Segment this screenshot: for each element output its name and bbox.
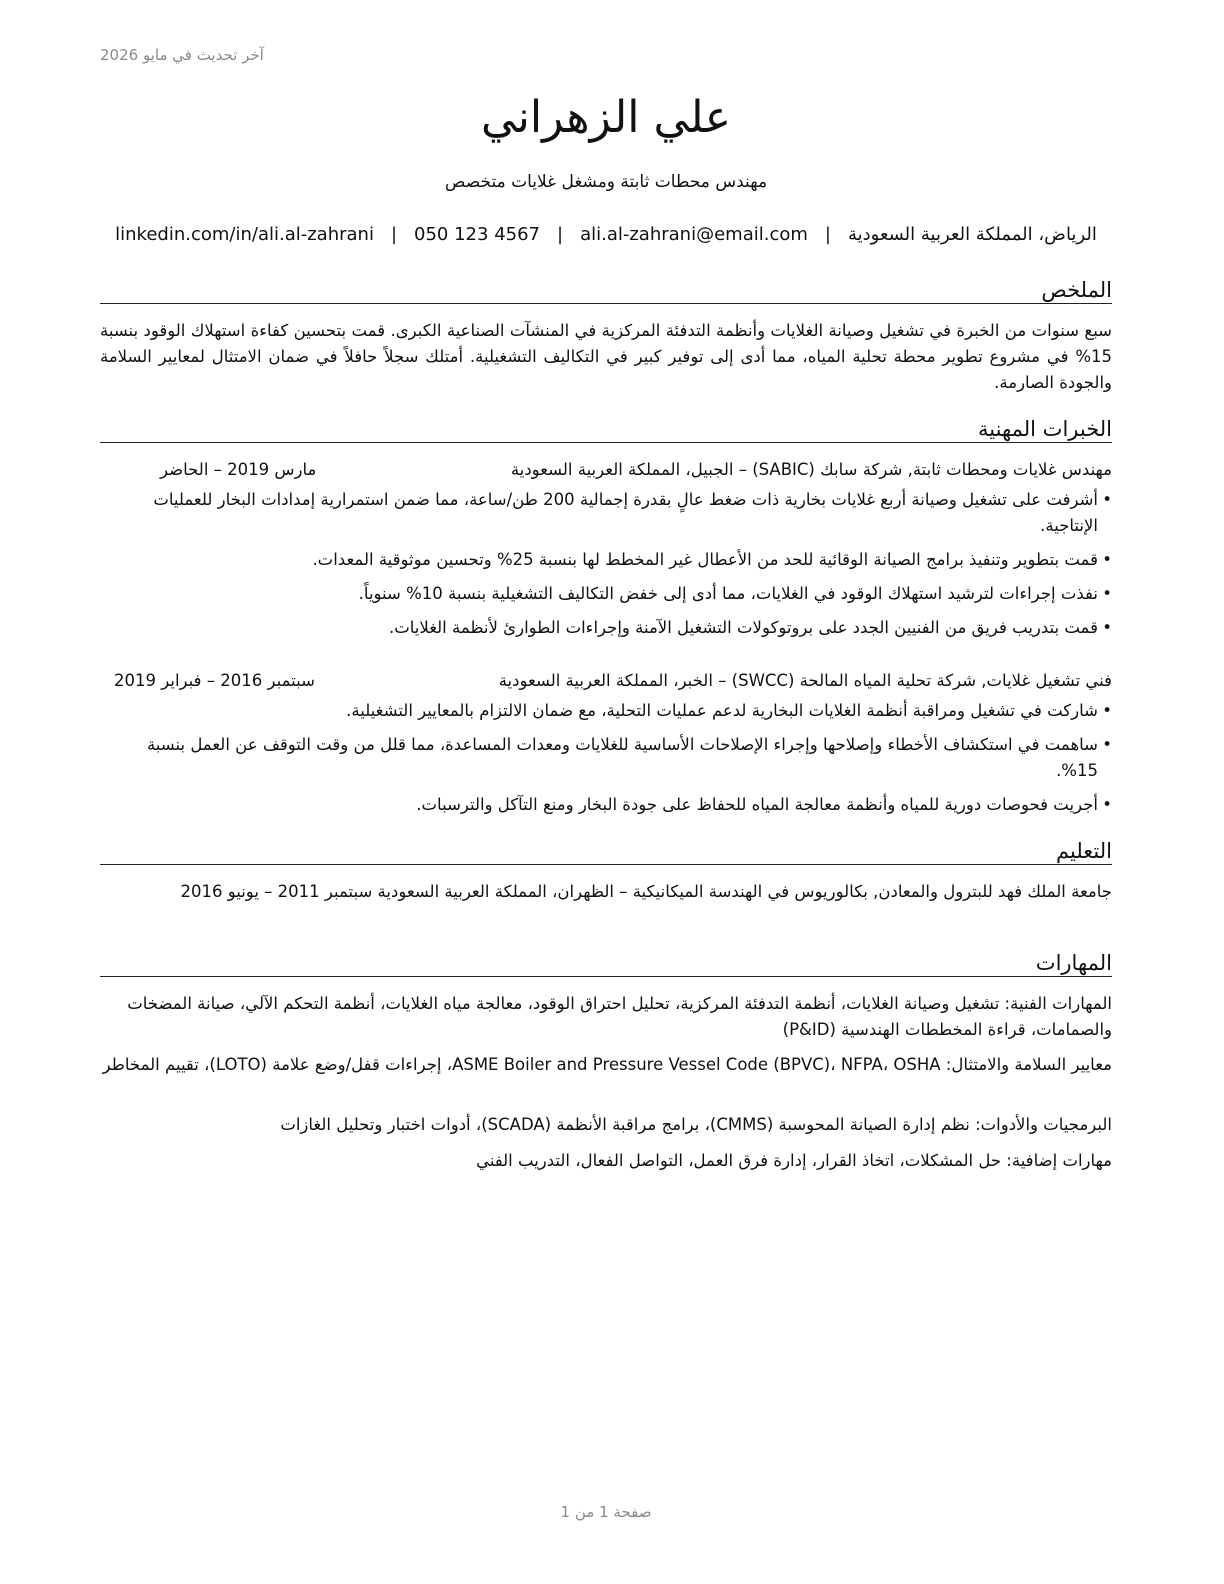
contact-linkedin[interactable]: linkedin.com/in/ali.al-zahrani (115, 224, 374, 245)
list-item: • أشرفت على تشغيل وصيانة أربع غلايات بخارية ذات ضغط عالٍ بقدرة إجمالية 200 طن/ساعة، مما ضمن استمرارية إمدادات البخار للعمليات الإنتاجية. (100, 487, 1112, 539)
candidate-name: علي الزهراني (480, 92, 731, 143)
job-position: مهندس غلايات ومحطات ثابتة, شركة سابك (SABIC) – الجبيل، المملكة العربية السعودية (510, 460, 1112, 479)
education-text: جامعة الملك فهد للبترول والمعادن, بكالوريوس في الهندسة الميكانيكية – الظهران، المملكة العربية السعودية سبتمبر 2011 – يونيو 2016 (180, 882, 1112, 901)
section-title-experience: الخبرات المهنية (100, 416, 1112, 443)
skill-line: المهارات الفنية: تشغيل وصيانة الغلايات، أنظمة التدفئة المركزية، تحليل احتراق الوقود، معالجة مياه الغلايات، أنظمة التحكم الآلي، صيانة المضخات والصمامات، قراءة المخططات الهندسية (P&ID) (127, 994, 1112, 1039)
list-item: • نفذت إجراءات لترشيد استهلاك الوقود في الغلايات، مما أدى إلى خفض التكاليف التشغيلية بنسبة 10% سنوياً. (100, 581, 1112, 607)
contact-phone[interactable]: 050 123 4567 (414, 224, 540, 245)
job-dates: سبتمبر 2016 – فبراير 2019 (114, 671, 315, 690)
contact-location: الرياض، المملكة العربية السعودية (847, 224, 1097, 245)
skill-line: مهارات إضافية: حل المشكلات، اتخاذ القرار، إدارة فرق العمل، التواصل الفعال، التدريب الفني (476, 1151, 1112, 1170)
list-item: • أجريت فحوصات دورية للمياه وأنظمة معالجة المياه للحفاظ على جودة البخار ومنع التآكل والترسبات. (100, 792, 1112, 818)
section-title-summary: الملخص (100, 277, 1112, 304)
skill-line: معايير السلامة والامتثال: ASME Boiler and Pressure Vessel Code (BPVC)، NFPA، OSHA، إجراءات قفل/وضع علامة (LOTO)، تقييم المخاطر (102, 1055, 1112, 1074)
list-item: • قمت بتدريب فريق من الفنيين الجدد على بروتوكولات التشغيل الآمنة وإجراءات الطوارئ لأنظمة الغلايات. (100, 615, 1112, 641)
section-title-education: التعليم (100, 838, 1112, 865)
contact-separator: | (390, 224, 398, 245)
list-item: • شاركت في تشغيل ومراقبة أنظمة الغلايات البخارية لدعم عمليات التحلية، مع ضمان الالتزام بالمعايير التشغيلية. (100, 698, 1112, 724)
list-item: • قمت بتطوير وتنفيذ برامج الصيانة الوقائية للحد من الأعطال غير المخطط لها بنسبة 25% وتحسين موثوقية المعدات. (100, 547, 1112, 573)
contact-email[interactable]: ali.al-zahrani@email.com (580, 224, 808, 245)
job-bullets (100, 698, 1112, 826)
job-bullets (100, 487, 1112, 649)
contact-line (100, 224, 1112, 245)
summary-text: سبع سنوات من الخبرة في تشغيل وصيانة الغلايات وأنظمة التدفئة المركزية في المنشآت الصناعية الكبرى. قمت بتحسين كفاءة استهلاك الوقود بنسبة 15% في مشروع تطوير محطة تحلية المياه، مما أدى إلى توفير كبير في التكاليف التشغيلية. أمتلك سجلاً حافلاً في ضمان الامتثال لمعايير السلامة والجودة الصارمة. (100, 321, 1112, 392)
last-updated: آخر تحديث في مايو 2026 (100, 46, 264, 64)
list-item: • ساهمت في استكشاف الأخطاء وإصلاحها وإجراء الإصلاحات الأساسية للغلايات ومعدات المساعدة، مما قلل من وقت التوقف عن العمل بنسبة 15%. (100, 732, 1112, 784)
skill-line: البرمجيات والأدوات: نظم إدارة الصيانة المحوسبة (CMMS)، برامج مراقبة الأنظمة (SCADA)، أدوات اختبار وتحليل الغازات (280, 1115, 1112, 1134)
job-header (100, 457, 1112, 483)
job-position: فني تشغيل غلايات, شركة تحلية المياه المالحة (SWCC) – الخبر، المملكة العربية السعودية (498, 671, 1112, 690)
candidate-title: مهندس محطات ثابتة ومشغل غلايات متخصص (444, 172, 768, 192)
page-number: صفحة 1 من 1 (560, 1503, 652, 1521)
job-header (100, 668, 1112, 694)
contact-separator: | (824, 224, 831, 245)
job-dates: مارس 2019 – الحاضر (160, 460, 317, 479)
section-title-skills: المهارات (100, 950, 1112, 977)
contact-separator: | (557, 224, 564, 245)
resume-page (100, 0, 1112, 1584)
